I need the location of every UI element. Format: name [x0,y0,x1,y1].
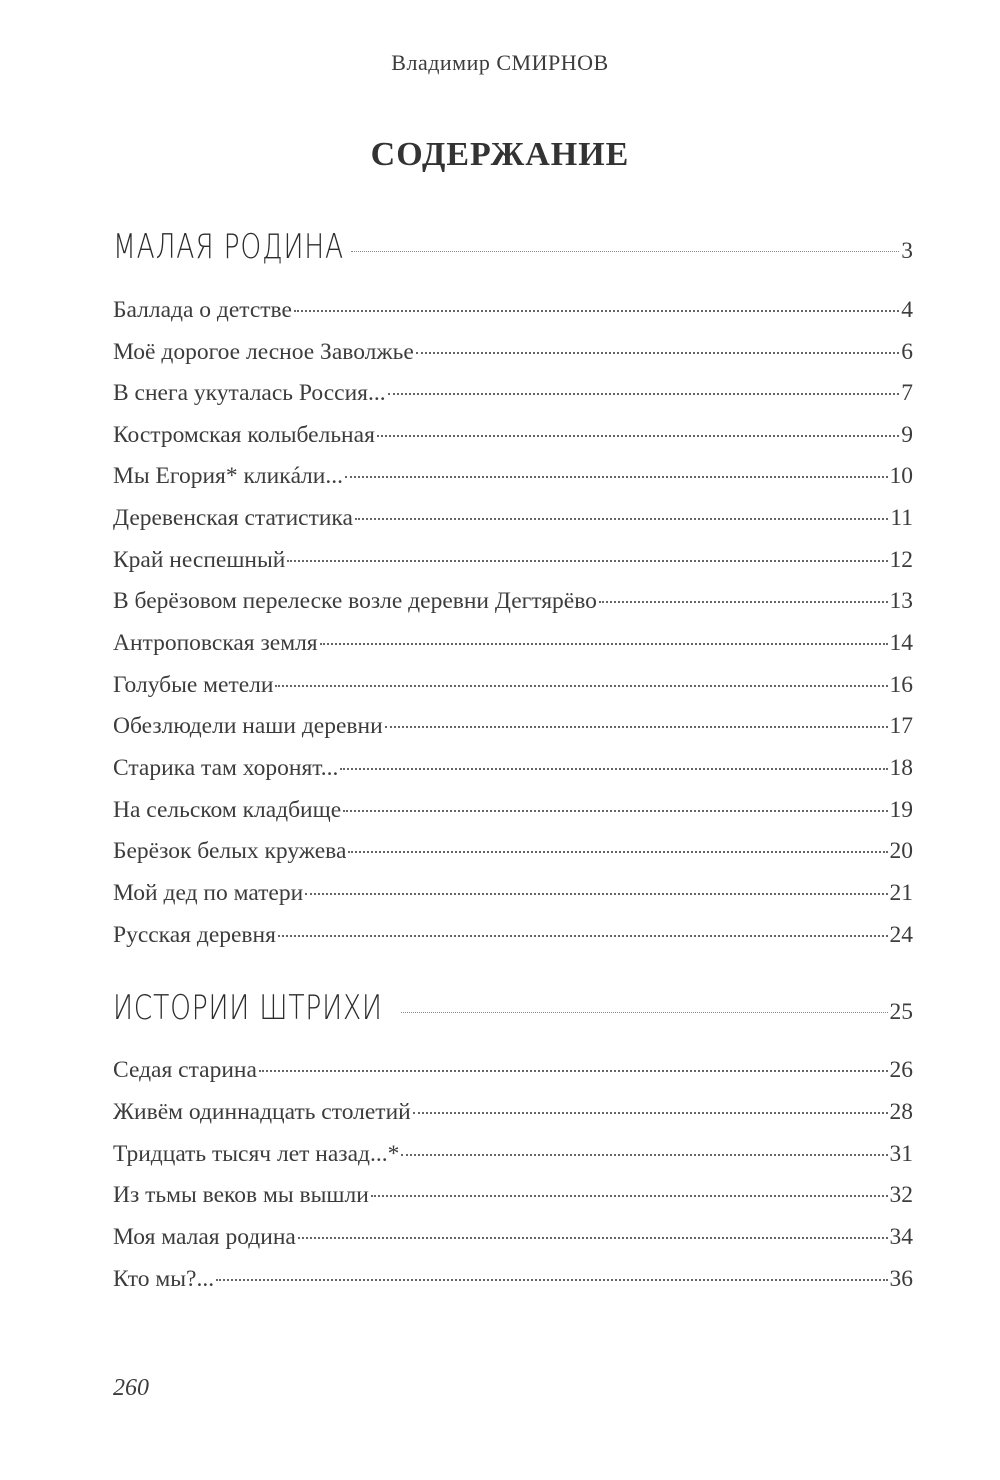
toc-entry[interactable] [113,1264,913,1294]
entry-title: Кто мы?... [113,1266,215,1292]
page-ref: 3 [901,238,913,264]
leader-dots [275,685,887,687]
toc-entry[interactable] [113,628,913,658]
entry-title: Костромская колыбельная [113,422,375,448]
entry-title: Русская деревня [113,922,276,948]
leader-dots [371,1195,888,1197]
entry-title: В снега укуталась Россия... [113,380,386,406]
toc-entry[interactable] [113,378,913,408]
entry-title: Антроповская земля [113,630,318,656]
section-title: ИСТОРИИ ШТРИХИ [113,988,383,1028]
toc-entry[interactable] [113,420,913,450]
page-ref: 6 [901,339,913,365]
leader-dots [599,601,888,603]
page-ref: 17 [889,713,913,739]
leader-dots [377,435,899,437]
entry-title: Моя малая родина [113,1224,296,1250]
entry-title: На сельском кладбище [113,797,342,823]
toc-entry[interactable] [113,461,913,491]
page-ref: 7 [901,380,913,406]
toc-entry[interactable] [113,586,913,616]
toc-entry[interactable] [113,1055,913,1085]
toc-entry[interactable] [113,337,913,367]
leader-dots [298,1237,888,1239]
page-ref: 31 [889,1141,913,1167]
toc-entry[interactable] [113,753,913,783]
leader-dots [388,393,900,395]
page-ref: 18 [889,755,913,781]
toc-section-heading[interactable] [113,227,913,267]
toc-entry[interactable] [113,670,913,700]
page-ref: 9 [901,422,913,448]
page-title: СОДЕРЖАНИЕ [370,136,630,173]
leader-dots [343,810,887,812]
toc-section-heading[interactable] [113,988,913,1028]
leader-dots [320,643,888,645]
page-ref: 19 [889,797,913,823]
page-ref: 25 [889,999,913,1025]
page-ref: 36 [889,1266,913,1292]
page-ref: 14 [889,630,913,656]
toc-entry[interactable] [113,1180,913,1210]
page-ref: 20 [889,838,913,864]
entry-title: Край неспешный [113,547,286,573]
toc-entry[interactable] [113,836,913,866]
page-ref: 12 [889,547,913,573]
toc-entry[interactable] [113,1222,913,1252]
leader-dots [348,851,887,853]
toc-entry[interactable] [113,503,913,533]
page-ref: 34 [889,1224,913,1250]
leader-dots [345,476,888,478]
leader-dots [294,310,899,312]
entry-title: Берёзок белых кружева [113,838,347,864]
toc-entry[interactable] [113,920,913,950]
page-ref: 32 [889,1182,913,1208]
page-ref: 28 [889,1099,913,1125]
entry-title: Баллада о детстве [113,297,292,323]
leader-dots [416,352,900,354]
page-number: 260 [113,1375,149,1401]
leader-dots [305,893,887,895]
entry-title: Седая старина [113,1057,257,1083]
entry-title: Из тьмы веков мы вышли [113,1182,369,1208]
page-ref: 11 [890,505,913,531]
page-ref: 16 [889,672,913,698]
page-ref: 10 [889,463,913,489]
toc-entry[interactable] [113,711,913,741]
entry-title: Тридцать тысяч лет назад...* [113,1141,400,1167]
entry-title: Мы Егория* кликáли... [113,463,343,489]
page-ref: 21 [889,880,913,906]
entry-title: Голубые метели [113,672,274,698]
leader-dots [216,1279,887,1281]
toc-entry[interactable] [113,795,913,825]
toc-entry[interactable] [113,1097,913,1127]
leader-dots [401,1012,888,1013]
section-title: МАЛАЯ РОДИНА [113,227,344,267]
entry-title: Деревенская статистика [113,505,353,531]
leader-dots [278,935,888,937]
toc-entry[interactable] [113,1139,913,1169]
leader-dots [355,518,888,520]
toc-entry[interactable] [113,295,913,325]
leader-dots [259,1070,888,1072]
page-ref: 13 [889,588,913,614]
entry-title: В берёзовом перелеске возле деревни Дегтярёво [113,588,597,614]
leader-dots [413,1112,888,1114]
toc-entry[interactable] [113,545,913,575]
page-ref: 4 [901,297,913,323]
leader-dots [351,251,899,252]
leader-dots [401,1154,887,1156]
entry-title: Мой дед по матери [113,880,304,906]
leader-dots [340,768,887,770]
entry-title: Живём одиннадцать столетий [113,1099,411,1125]
entry-title: Моё дорогое лесное Заволжье [113,339,414,365]
entry-title: Обезлюдели наши деревни [113,713,383,739]
page-ref: 24 [889,922,913,948]
entry-title: Старика там хоронят... [113,755,339,781]
page-ref: 26 [889,1057,913,1083]
leader-dots [385,726,888,728]
toc-entry[interactable] [113,878,913,908]
running-header-author: Владимир СМИРНОВ [391,50,609,75]
leader-dots [287,560,887,562]
